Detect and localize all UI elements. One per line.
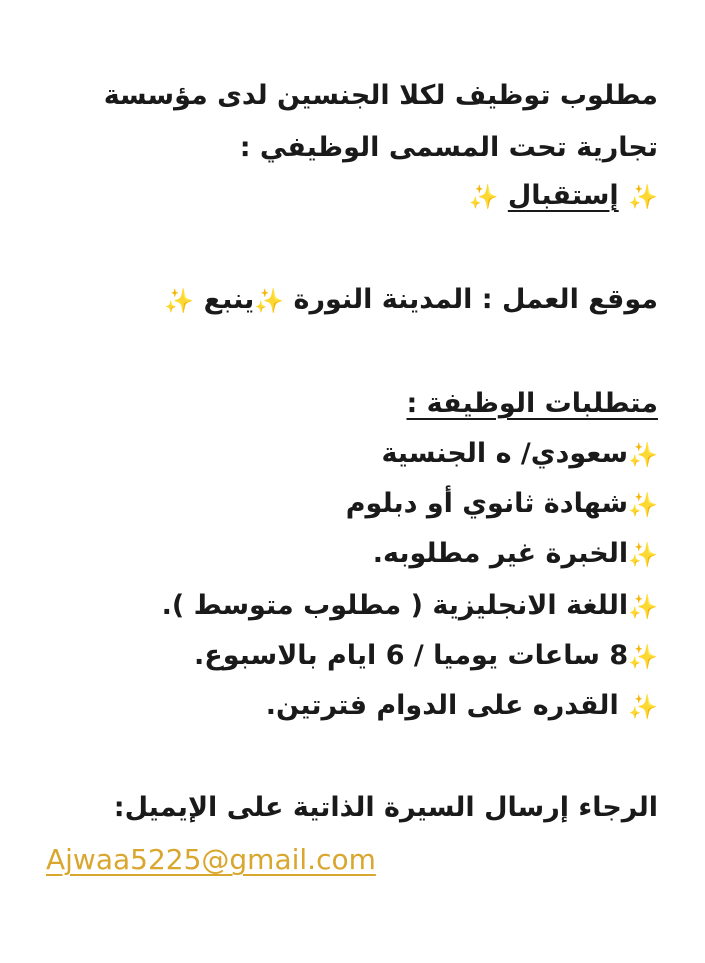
sparkles-icon: ✨ (164, 286, 195, 315)
requirement-text: 8 ساعات يوميا / 6 ايام بالاسبوع. (194, 640, 629, 671)
requirements-heading: متطلبات الوظيفة : (406, 388, 658, 419)
requirement-item (381, 434, 658, 474)
sparkles-icon: ✨ (628, 540, 658, 569)
location-line (164, 280, 658, 320)
sparkles-icon: ✨ (628, 182, 658, 211)
job-title-line (469, 176, 658, 216)
sparkles-icon: ✨ (628, 642, 658, 671)
requirement-item (373, 534, 658, 574)
location-label: موقع العمل : المدينة النورة (293, 284, 658, 315)
requirement-item (266, 686, 658, 726)
sparkles-icon: ✨ (628, 692, 658, 721)
requirement-text: اللغة الانجليزية ( مطلوب متوسط ). (161, 590, 629, 621)
sparkles-icon: ✨ (254, 286, 285, 315)
sparkles-icon: ✨ (628, 440, 658, 469)
sparkles-icon: ✨ (468, 182, 499, 211)
requirement-text: شهادة ثانوي أو دبلوم (345, 488, 629, 519)
requirement-item (162, 586, 658, 626)
requirement-text: سعودي/ ه الجنسية (381, 438, 629, 469)
header-line-1: مطلوب توظيف لكلا الجنسين لدى مؤسسة (103, 80, 658, 111)
location-city: ينبع (203, 284, 255, 315)
job-title: إستقبال (507, 180, 619, 211)
sparkles-icon: ✨ (628, 592, 658, 621)
requirement-item (346, 484, 658, 524)
sparkles-icon: ✨ (628, 490, 658, 519)
email-link[interactable]: Ajwaa5225@gmail.com (46, 843, 376, 876)
header-line-2: تجارية تحت المسمى الوظيفي : (239, 132, 658, 163)
requirement-item (194, 636, 658, 676)
email-instruction: الرجاء إرسال السيرة الذاتية على الإيميل: (113, 792, 658, 823)
requirement-text: الخبرة غير مطلوبه. (372, 538, 629, 569)
requirement-text: القدره على الدوام فترتين. (265, 690, 619, 721)
